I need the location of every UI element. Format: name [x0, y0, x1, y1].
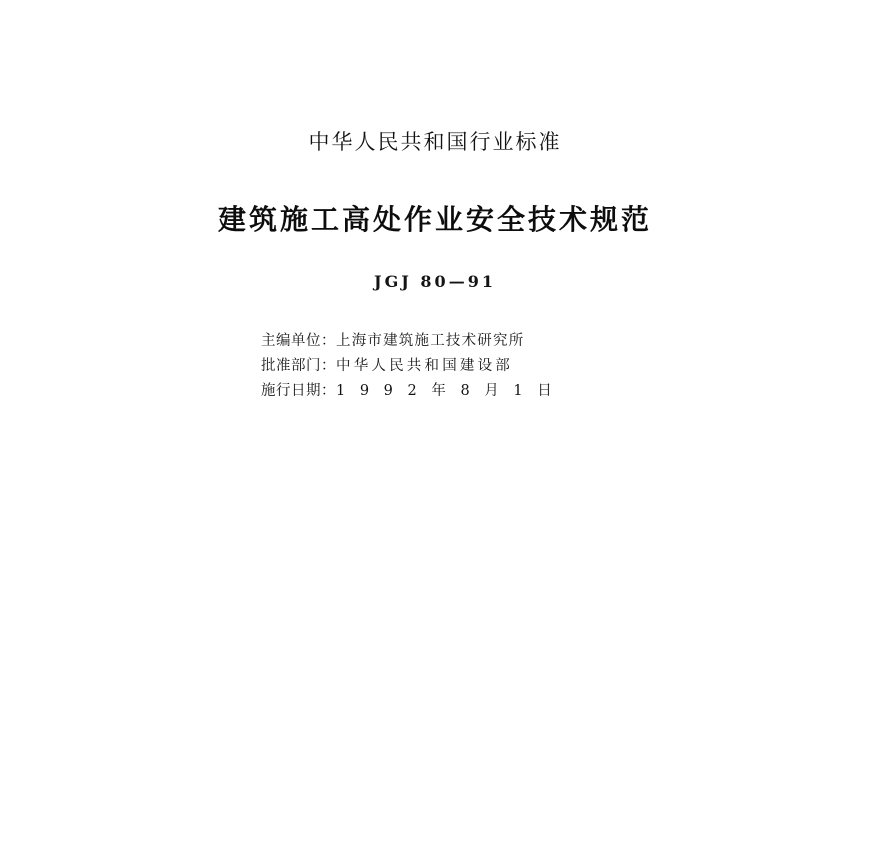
cover-content: [30, 8, 840, 404]
metadata-block: [249, 329, 621, 404]
standard-code: JGJ 80—91: [374, 272, 496, 291]
metadata-value-approver: 中华人民共和国建设部: [336, 358, 513, 374]
metadata-row-approver: [261, 354, 621, 379]
metadata-label-approver: 批准部门：: [261, 358, 336, 374]
standard-series-line: 中华人民共和国行业标准: [308, 130, 562, 154]
metadata-row-effective-date: [261, 379, 621, 404]
metadata-value-effective-date: 1 9 9 2 年 8 月 1 日: [336, 383, 557, 399]
metadata-row-editor: [261, 329, 621, 354]
page-sheet: [30, 8, 840, 834]
page-title: 建筑施工高处作业安全技术规范: [217, 203, 652, 236]
metadata-label-editor: 主编单位：: [261, 333, 336, 349]
metadata-value-editor: 上海市建筑施工技术研究所: [336, 333, 525, 349]
metadata-label-effective-date: 施行日期：: [261, 383, 336, 399]
